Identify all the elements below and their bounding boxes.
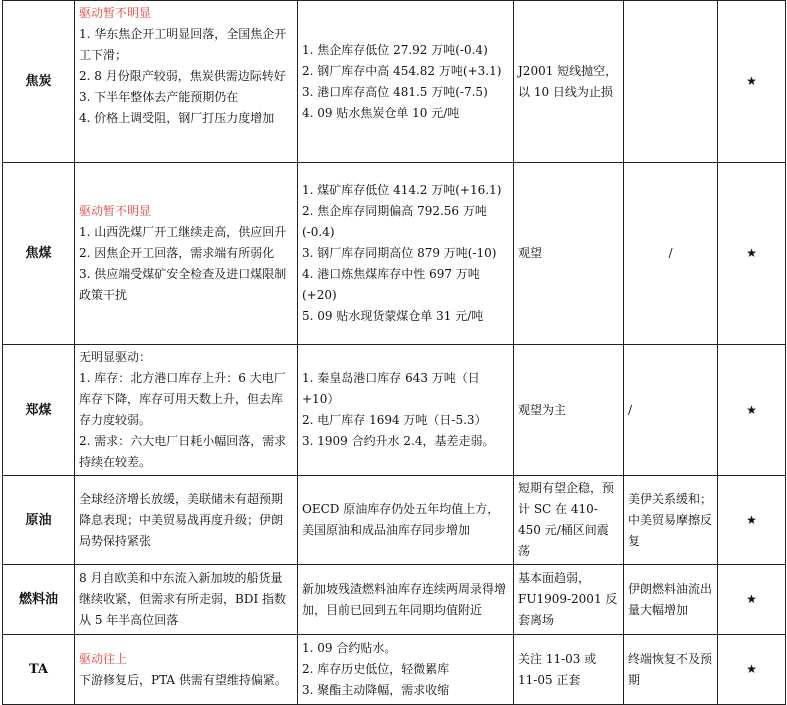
data-cell: [298, 476, 514, 565]
driver-line: 4. 价格上调受阻，钢厂打压力度增加: [79, 111, 275, 125]
commodity-name: 燃料油: [3, 565, 75, 635]
data-line: 5. 09 贴水现货蒙煤仓单 31 元/吨: [302, 309, 484, 323]
star-rating: ★: [718, 163, 786, 345]
commodity-name: 郑煤: [3, 345, 75, 476]
driver-line: 驱动暂不明显: [79, 6, 152, 20]
table-row: [3, 476, 786, 565]
driver-line: 2. 因焦企开工回落，需求端有所弱化: [79, 246, 275, 260]
driver-line: 无明显驱动：: [79, 350, 152, 364]
driver-line: 8 月自欧美和中东流入新加坡的船货量继续收紧，但需求有所走弱，BDI 指数从 5 年半高位回落: [79, 571, 286, 627]
data-line: 1. 煤矿库存低位 414.2 万吨(+16.1): [302, 183, 502, 197]
risk-cell: /: [624, 163, 718, 345]
driver-line: 1. 华东焦企开工明显回落，全国焦企开工下滑；: [79, 27, 287, 62]
data-line: 2. 库存历史低位，轻微累库: [302, 662, 450, 676]
strategy-cell: 短期有望企稳，预计 SC 在 410-450 元/桶区间震荡: [514, 476, 624, 565]
data-line: OECD 原油库存仍处五年均值上方，美国原油和成品油库存同步增加: [302, 502, 500, 537]
data-line: 1. 秦皇岛港口库存 643 万吨（日+10）: [302, 371, 480, 406]
table-body: [3, 1, 786, 705]
data-line: 2. 焦企库存同期偏高 792.56 万吨(-0.4): [302, 204, 487, 239]
driver-line: 3. 下半年整体去产能预期仍在: [79, 90, 239, 104]
data-line: 3. 港口库存高位 481.5 万吨(-7.5): [302, 84, 488, 99]
driver-line: 驱动暂不明显: [79, 204, 152, 218]
driver-cell: [75, 476, 298, 565]
data-line: 4. 港口炼焦煤库存中性 697 万吨(+20): [302, 267, 480, 302]
strategy-cell: 观望: [514, 163, 624, 345]
table-row: [3, 345, 786, 476]
risk-cell: 终端恢复不及预期: [624, 635, 718, 705]
data-line: 1. 焦企库存低位 27.92 万吨(-0.4): [302, 42, 488, 57]
driver-line: 驱动往上: [79, 651, 128, 666]
driver-line: 全球经济增长放缓，美联储未有超预期降息表现；中美贸易战再度升级；伊朗局势保持紧张: [79, 491, 284, 548]
data-line: 3. 聚酯主动降幅，需求收缩: [302, 683, 450, 697]
table-row: [3, 565, 786, 635]
driver-cell: [75, 163, 298, 345]
data-cell: [298, 345, 514, 476]
data-line: 2. 钢厂库存中高 454.82 万吨(+3.1): [302, 63, 502, 78]
driver-line: 3. 供应端受煤矿安全检查及进口煤限制政策干扰: [79, 267, 287, 302]
data-line: 新加坡残渣燃料油库存连续两周录得增加，目前已回到五年同期均值附近: [302, 581, 507, 617]
star-rating: ★: [718, 1, 786, 163]
strategy-cell: 关注 11-03 或 11-05 正套: [514, 635, 624, 705]
commodity-strategy-table: [2, 0, 786, 705]
table-row: [3, 163, 786, 345]
driver-line: 1. 库存：北方港口库存上升：6 大电厂库存下降，库存可用天数上升，但去库存力度较弱。: [79, 371, 286, 427]
star-rating: ★: [718, 635, 786, 705]
commodity-name: TA: [3, 635, 75, 705]
driver-line: 2. 8 月份限产较弱，焦炭供需边际转好: [79, 69, 286, 83]
risk-cell: /: [624, 345, 718, 476]
risk-cell: 伊朗燃料油流出量大幅增加: [624, 565, 718, 635]
driver-cell: [75, 1, 298, 163]
table-row: [3, 1, 786, 163]
strategy-cell: J2001 短线抛空，以 10 日线为止损: [514, 1, 624, 163]
driver-line: 下游修复后，PTA 供需有望维持偏紧。: [79, 672, 287, 687]
star-rating: ★: [718, 565, 786, 635]
commodity-name: 焦煤: [3, 163, 75, 345]
table-row: [3, 635, 786, 705]
driver-cell: [75, 345, 298, 476]
data-cell: [298, 565, 514, 635]
risk-cell: 美伊关系缓和；中美贸易摩擦反复: [624, 476, 718, 565]
star-rating: ★: [718, 476, 786, 565]
commodity-name: 原油: [3, 476, 75, 565]
driver-cell: [75, 635, 298, 705]
strategy-cell: 基本面趋弱，FU1909-2001 反套离场: [514, 565, 624, 635]
risk-cell: [624, 1, 718, 163]
data-line: 4. 09 贴水焦炭仓单 10 元/吨: [302, 105, 460, 120]
data-cell: [298, 635, 514, 705]
data-line: 2. 电厂库存 1694 万吨（日-5.3）: [302, 413, 487, 427]
commodity-name: 焦炭: [3, 1, 75, 163]
data-line: 3. 1909 合约升水 2.4，基差走弱。: [302, 434, 495, 448]
driver-line: 1. 山西洗煤厂开工继续走高，供应回升: [79, 225, 287, 239]
star-rating: ★: [718, 345, 786, 476]
data-cell: [298, 1, 514, 163]
data-cell: [298, 163, 514, 345]
driver-line: 2. 需求：六大电厂日耗小幅回落，需求持续在较差。: [79, 434, 287, 469]
strategy-cell: 观望为主: [514, 345, 624, 476]
data-line: 3. 钢厂库存同期高位 879 万吨(-10): [302, 246, 497, 260]
driver-cell: [75, 565, 298, 635]
data-line: 1. 09 合约贴水。: [302, 641, 397, 655]
